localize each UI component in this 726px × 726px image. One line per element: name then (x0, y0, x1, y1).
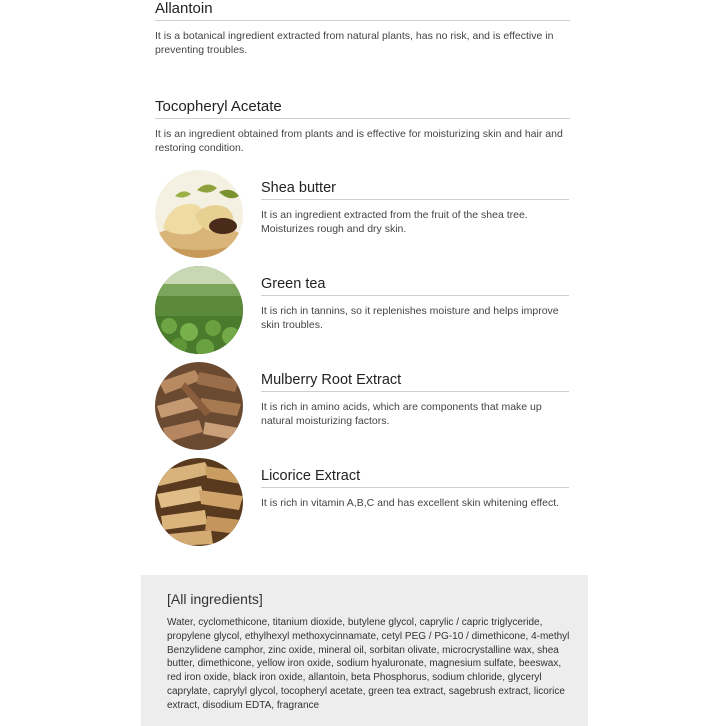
mulberry-root-description: It is rich in amino acids, which are components that make up natural moisturizing factors. (261, 401, 542, 427)
shea-butter-image (155, 170, 243, 258)
tocopheryl-title: Tocopheryl Acetate (155, 98, 570, 119)
licorice-title: Licorice Extract (261, 468, 569, 488)
mulberry-root-title: Mulberry Root Extract (261, 372, 569, 392)
licorice-image (155, 458, 243, 546)
tocopheryl-description: It is an ingredient obtained from plants and is effective for moisturizing skin and hair and restoring condition. (155, 128, 563, 154)
allantoin-section (155, 0, 570, 57)
all-ingredients-box (141, 575, 588, 726)
allantoin-description: It is a botanical ingredient extracted from natural plants, has no risk, and is effective in preventing troubles. (155, 30, 554, 56)
all-ingredients-title: [All ingredients] (167, 591, 263, 607)
shea-butter-title: Shea butter (261, 180, 569, 200)
green-tea-description: It is rich in tannins, so it replenishes moisture and helps improve skin troubles. (261, 305, 559, 331)
mulberry-root-image (155, 362, 243, 450)
ingredient-shea-butter (155, 170, 570, 260)
allantoin-title: Allantoin (155, 0, 570, 21)
all-ingredients-list: Water, cyclomethicone, titanium dioxide, butylene glycol, caprylic / capric triglyceride, propylene glycol, ethylhexyl methoxycinnamate, cetyl PEG / PG-10 / dimethicone, 4-methyl Benzylidene camphor, zinc oxide, mineral oil, sorbitan olivate, microcrystalline wax, shea butter, dimethicone, yellow iron oxide, sodium hyaluronate, magnesium sulfate, beeswax, red iron oxide, black iron oxide, allantoin, beta Phosphorus, sodium chloride, glyceryl caprylate, caprylyl glycol, tocopheryl acetate, green tea extract, sagebrush extract, licorice extract, disodium EDTA, fragrance (167, 617, 570, 711)
tocopheryl-section (155, 98, 570, 155)
shea-butter-description: It is an ingredient extracted from the fruit of the shea tree. Moisturizes rough and dry skin. (261, 209, 528, 235)
ingredient-green-tea (155, 266, 570, 356)
ingredient-mulberry-root (155, 362, 570, 452)
green-tea-image (155, 266, 243, 354)
green-tea-title: Green tea (261, 276, 569, 296)
ingredient-licorice (155, 458, 570, 548)
licorice-description: It is rich in vitamin A,B,C and has excellent skin whitening effect. (261, 497, 560, 509)
